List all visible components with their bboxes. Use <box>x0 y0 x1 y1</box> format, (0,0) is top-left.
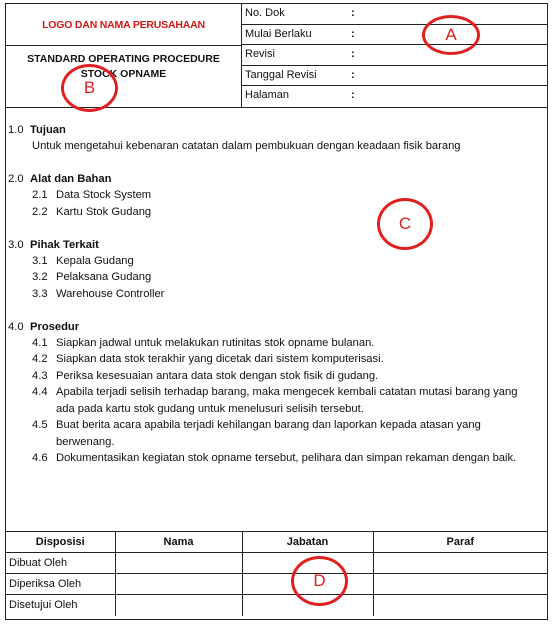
table-row <box>6 595 547 616</box>
list-item: 4.1 Siapkan jadwal untuk melakukan rutinitas stok opname bulanan. <box>32 336 375 349</box>
field-colon: : <box>351 7 355 19</box>
title-line-2: STOCK OPNAME <box>80 68 167 80</box>
field-halaman <box>242 86 547 107</box>
document-info-fields <box>242 4 547 107</box>
field-colon: : <box>351 89 355 101</box>
table-row <box>6 574 547 595</box>
disposition-table <box>6 531 547 616</box>
list-item: 4.5 Buat berita acara apabila terjadi kehilangan barang dan laporkan kepada atasan yang berwenang. <box>32 419 481 448</box>
company-logo-cell <box>6 4 242 46</box>
section-title: Pihak Terkait <box>30 238 99 251</box>
list-item: 2.1 Data Stock System <box>32 189 152 201</box>
marker-b: B <box>61 64 118 112</box>
cell-paraf[interactable] <box>373 553 547 574</box>
field-colon: : <box>351 48 355 60</box>
list-item: 3.2 Pelaksana Gudang <box>32 271 152 283</box>
field-label: No. Dok <box>245 7 285 19</box>
col-disposisi: Disposisi <box>6 532 115 553</box>
field-label: Tanggal Revisi <box>245 68 317 81</box>
row-label: Diperiksa Oleh <box>6 574 115 595</box>
logo-text: LOGO DAN NAMA PERUSAHAAN <box>42 18 205 31</box>
cell-paraf[interactable] <box>373 574 547 595</box>
section-text: Untuk mengetahui kebenaran catatan dalam pembukuan dengan keadaan fisik barang <box>32 140 461 152</box>
list-item: 4.4 Apabila terjadi selisih terhadap barang, maka mengecek kembali catatan mutasi barang yang ada pada kartu stok gudang untuk menelusuri selisih tersebut. <box>32 386 518 415</box>
section-tujuan <box>8 122 543 155</box>
field-no-dok <box>242 4 547 25</box>
list-item: 4.2 Siapkan data stok terakhir yang dicetak dari sistem komputerisasi. <box>32 353 384 365</box>
field-colon: : <box>351 68 355 81</box>
section-title: Alat dan Bahan <box>30 173 112 185</box>
cell-nama[interactable] <box>115 574 242 595</box>
section-pihak-terkait <box>8 237 543 303</box>
marker-d: D <box>291 556 348 606</box>
field-colon: : <box>351 27 355 40</box>
section-number: 4.0 <box>8 320 24 333</box>
title-line-1: STANDARD OPERATING PROCEDURE <box>27 53 220 65</box>
table-row <box>6 553 547 574</box>
row-label: Disetujui Oleh <box>6 595 115 616</box>
table-header-row <box>6 532 547 553</box>
sop-content <box>8 122 543 467</box>
marker-a: A <box>422 15 480 55</box>
field-revisi <box>242 45 547 66</box>
list-item: 4.6 Dokumentasikan kegiatan stok opname tersebut, pelihara dan simpan rekaman dengan baik. <box>32 452 517 464</box>
list-item: 3.1 Kepala Gudang <box>32 254 134 267</box>
section-alat-bahan <box>8 171 543 220</box>
section-number: 2.0 <box>8 173 24 185</box>
field-label: Halaman <box>245 89 290 101</box>
list-item: 2.2 Kartu Stok Gudang <box>32 205 152 218</box>
col-jabatan: Jabatan <box>242 532 373 553</box>
section-prosedur <box>8 319 543 467</box>
field-mulai-berlaku <box>242 25 547 46</box>
section-title: Tujuan <box>30 124 66 136</box>
col-nama: Nama <box>115 532 242 553</box>
cell-paraf[interactable] <box>373 595 547 616</box>
field-tanggal-revisi <box>242 66 547 87</box>
list-item: 4.3 Periksa kesesuaian antara data stok dengan stok fisik di gudang. <box>32 369 379 382</box>
cell-nama[interactable] <box>115 595 242 616</box>
list-item: 3.3 Warehouse Controller <box>32 287 165 300</box>
section-number: 3.0 <box>8 238 24 251</box>
document-title <box>6 46 242 108</box>
field-label: Mulai Berlaku <box>245 27 312 40</box>
field-label: Revisi <box>245 48 275 60</box>
col-paraf: Paraf <box>373 532 547 553</box>
section-title: Prosedur <box>30 320 80 333</box>
cell-nama[interactable] <box>115 553 242 574</box>
marker-c: C <box>377 198 433 250</box>
section-number: 1.0 <box>8 124 24 136</box>
row-label: Dibuat Oleh <box>6 553 115 574</box>
